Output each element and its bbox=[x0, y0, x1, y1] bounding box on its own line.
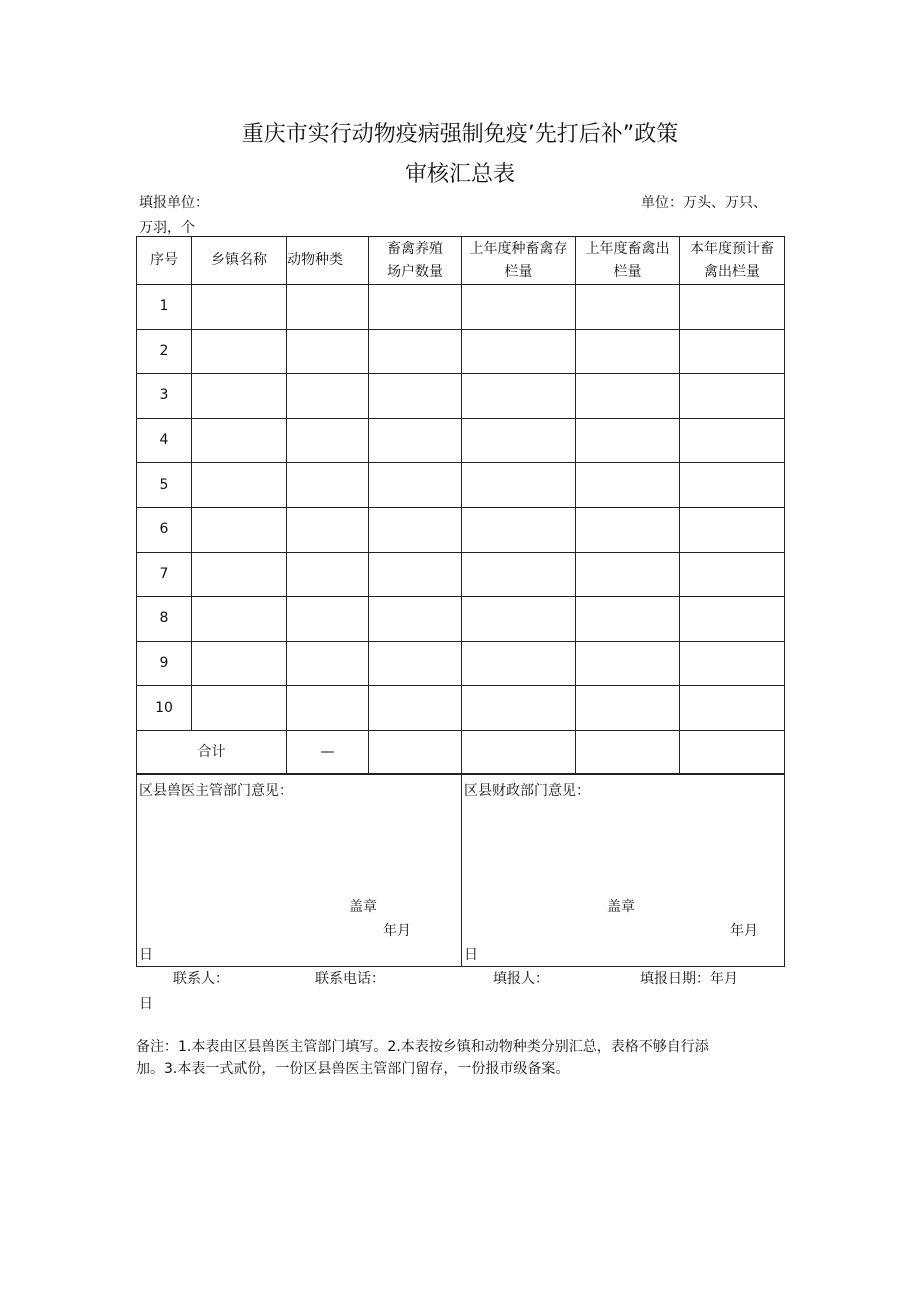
stock-cell[interactable] bbox=[462, 507, 576, 552]
output-cell[interactable] bbox=[576, 641, 680, 686]
table-header-row bbox=[137, 237, 785, 285]
note-line-1: 备注：1.本表由区县兽医主管部门填写。2.本表按乡镇和动物种类分别汇总，表格不够自行添 bbox=[136, 1039, 709, 1055]
species-cell[interactable] bbox=[287, 552, 369, 597]
plan-cell[interactable] bbox=[680, 552, 785, 597]
township-cell[interactable] bbox=[192, 641, 287, 686]
header-output-line2: 栏量 bbox=[613, 263, 642, 280]
stock-cell[interactable] bbox=[462, 552, 576, 597]
farms-cell[interactable] bbox=[369, 285, 462, 330]
row-number: 4 bbox=[137, 418, 192, 463]
plan-cell[interactable] bbox=[680, 418, 785, 463]
stock-cell[interactable] bbox=[462, 418, 576, 463]
farms-cell[interactable] bbox=[369, 641, 462, 686]
farms-cell[interactable] bbox=[369, 463, 462, 508]
row-number: 7 bbox=[137, 552, 192, 597]
stock-cell[interactable] bbox=[462, 374, 576, 419]
fill-date-label: 填报日期：年月 bbox=[640, 971, 738, 987]
header-plan-line2: 禽出栏量 bbox=[704, 263, 760, 280]
total-stock-cell[interactable] bbox=[462, 730, 576, 774]
table-row bbox=[137, 329, 785, 374]
contact-label: 联系人： bbox=[173, 971, 229, 987]
table-row bbox=[137, 507, 785, 552]
row-number: 1 bbox=[137, 285, 192, 330]
row-number: 10 bbox=[137, 686, 192, 731]
header-seq: 序号 bbox=[137, 237, 192, 285]
township-cell[interactable] bbox=[192, 285, 287, 330]
summary-table bbox=[136, 236, 785, 775]
finance-opinion-label: 区县财政部门意见： bbox=[464, 783, 590, 799]
species-cell[interactable] bbox=[287, 329, 369, 374]
total-species: — bbox=[287, 730, 369, 774]
table-row bbox=[137, 285, 785, 330]
stock-cell[interactable] bbox=[462, 597, 576, 642]
unit-note-continued: 万羽，个 bbox=[139, 220, 195, 236]
table-row bbox=[137, 418, 785, 463]
table-row bbox=[137, 463, 785, 508]
vet-year-month: 年月 bbox=[383, 923, 411, 939]
vet-day: 日 bbox=[139, 947, 153, 963]
township-cell[interactable] bbox=[192, 374, 287, 419]
row-number: 2 bbox=[137, 329, 192, 374]
stock-cell[interactable] bbox=[462, 329, 576, 374]
stock-cell[interactable] bbox=[462, 641, 576, 686]
finance-year-month: 年月 bbox=[730, 923, 758, 939]
plan-cell[interactable] bbox=[680, 374, 785, 419]
total-plan-cell[interactable] bbox=[680, 730, 785, 774]
stock-cell[interactable] bbox=[462, 686, 576, 731]
vet-opinion-label: 区县兽医主管部门意见： bbox=[139, 783, 293, 799]
row-number: 8 bbox=[137, 597, 192, 642]
farms-cell[interactable] bbox=[369, 552, 462, 597]
species-cell[interactable] bbox=[287, 641, 369, 686]
row-number: 9 bbox=[137, 641, 192, 686]
header-township: 乡镇名称 bbox=[192, 237, 287, 285]
output-cell[interactable] bbox=[576, 507, 680, 552]
header-plan-line1: 本年度预计畜 bbox=[690, 240, 774, 257]
header-farms-line2: 场户数量 bbox=[387, 263, 443, 280]
table-row bbox=[137, 374, 785, 419]
output-cell[interactable] bbox=[576, 463, 680, 508]
township-cell[interactable] bbox=[192, 507, 287, 552]
output-cell[interactable] bbox=[576, 597, 680, 642]
plan-cell[interactable] bbox=[680, 463, 785, 508]
opinion-table bbox=[136, 773, 785, 967]
farms-cell[interactable] bbox=[369, 329, 462, 374]
species-cell[interactable] bbox=[287, 597, 369, 642]
plan-cell[interactable] bbox=[680, 686, 785, 731]
farms-cell[interactable] bbox=[369, 374, 462, 419]
filler-label: 填报人： bbox=[493, 971, 549, 987]
output-cell[interactable] bbox=[576, 418, 680, 463]
plan-cell[interactable] bbox=[680, 641, 785, 686]
species-cell[interactable] bbox=[287, 418, 369, 463]
species-cell[interactable] bbox=[287, 285, 369, 330]
stock-cell[interactable] bbox=[462, 463, 576, 508]
finance-day: 日 bbox=[464, 947, 478, 963]
fill-unit-label: 填报单位： bbox=[139, 195, 209, 211]
header-species: 动物种类 bbox=[287, 237, 369, 285]
form-title: 重庆市实行动物疫病强制免疫’先打后补”政策 bbox=[241, 122, 679, 147]
output-cell[interactable] bbox=[576, 686, 680, 731]
output-cell[interactable] bbox=[576, 374, 680, 419]
output-cell[interactable] bbox=[576, 285, 680, 330]
total-label: 合计 bbox=[137, 730, 287, 774]
header-output-line1: 上年度畜禽出 bbox=[585, 240, 670, 257]
species-cell[interactable] bbox=[287, 463, 369, 508]
farms-cell[interactable] bbox=[369, 686, 462, 731]
row-number: 6 bbox=[137, 507, 192, 552]
header-output bbox=[576, 237, 680, 285]
header-stock bbox=[462, 237, 576, 285]
township-cell[interactable] bbox=[192, 329, 287, 374]
header-stock-line2: 栏量 bbox=[504, 263, 533, 280]
row-number: 5 bbox=[137, 463, 192, 508]
finance-seal-label: 盖章 bbox=[607, 899, 635, 915]
township-cell[interactable] bbox=[192, 597, 287, 642]
header-stock-line1: 上年度种畜禽存 bbox=[469, 240, 568, 257]
finance-opinion-cell[interactable] bbox=[462, 774, 785, 967]
species-cell[interactable] bbox=[287, 507, 369, 552]
table-row bbox=[137, 686, 785, 731]
plan-cell[interactable] bbox=[680, 507, 785, 552]
output-cell[interactable] bbox=[576, 552, 680, 597]
stock-cell[interactable] bbox=[462, 285, 576, 330]
township-cell[interactable] bbox=[192, 418, 287, 463]
output-cell[interactable] bbox=[576, 329, 680, 374]
total-row bbox=[137, 730, 785, 774]
plan-cell[interactable] bbox=[680, 597, 785, 642]
table-row bbox=[137, 597, 785, 642]
species-cell[interactable] bbox=[287, 686, 369, 731]
table-row bbox=[137, 641, 785, 686]
farms-cell[interactable] bbox=[369, 507, 462, 552]
vet-seal-label: 盖章 bbox=[349, 899, 377, 915]
note-line-2: 加。3.本表一式贰份，一份区县兽医主管部门留存，一份报市级备案。 bbox=[136, 1061, 570, 1077]
fill-date-day: 日 bbox=[139, 996, 153, 1012]
farms-cell[interactable] bbox=[369, 597, 462, 642]
vet-opinion-cell[interactable] bbox=[137, 774, 462, 967]
township-cell[interactable] bbox=[192, 686, 287, 731]
header-plan bbox=[680, 237, 785, 285]
table-row bbox=[137, 552, 785, 597]
total-output-cell[interactable] bbox=[576, 730, 680, 774]
species-cell[interactable] bbox=[287, 374, 369, 419]
unit-note: 单位：万头、万只、 bbox=[641, 195, 767, 211]
plan-cell[interactable] bbox=[680, 329, 785, 374]
header-farms bbox=[369, 237, 462, 285]
header-farms-line1: 畜禽养殖 bbox=[387, 240, 443, 257]
township-cell[interactable] bbox=[192, 552, 287, 597]
form-subtitle: 审核汇总表 bbox=[404, 162, 515, 187]
plan-cell[interactable] bbox=[680, 285, 785, 330]
farms-cell[interactable] bbox=[369, 418, 462, 463]
phone-label: 联系电话： bbox=[315, 971, 385, 987]
total-farms-cell[interactable] bbox=[369, 730, 462, 774]
row-number: 3 bbox=[137, 374, 192, 419]
township-cell[interactable] bbox=[192, 463, 287, 508]
